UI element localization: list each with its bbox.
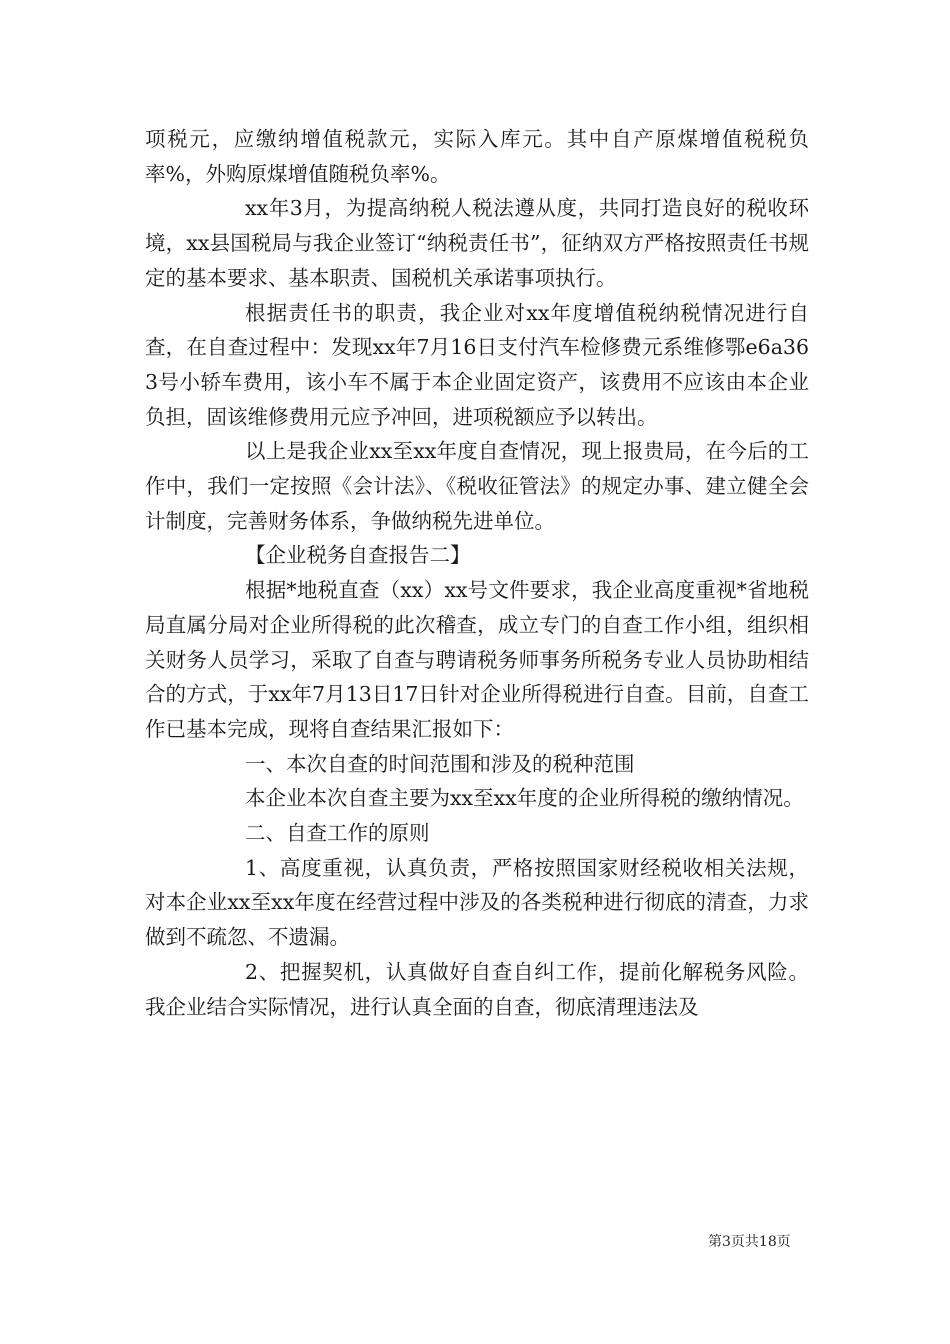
section-heading-principles: 二、自查工作的原则 (245, 821, 430, 846)
document-body (145, 122, 809, 1024)
paragraph-8: 本企业本次自查主要为xx至xx年度的企业所得税的缴纳情况。 (245, 786, 804, 811)
paragraph-4: 以上是我企业xx至xx年度自查情况，现上报贵局，在今后的工作中，我们一定按照《会计法》、《税收征管法》的规定办事、建立健全会计制度，完善财务体系，争做纳税先进单位。 (145, 439, 809, 533)
section-heading-report-two: 【企业税务自查报告二】 (245, 543, 471, 568)
paragraph-11: 2、把握契机，认真做好自查自纠工作，提前化解税务风险。我企业结合实际情况，进行认真全面的自查，彻底清理违法及 (145, 959, 809, 1019)
section-heading-scope: 一、本次自查的时间范围和涉及的税种范围 (245, 751, 635, 776)
paragraph-2: xx年3月，为提高纳税人税法遵从度，共同打造良好的税收环境，xx县国税局与我企业签订“纳税责任书”，征纳双方严格按照责任书规定的基本要求、基本职责、国税机关承诺事项执行。 (145, 196, 809, 290)
paragraph-10: 1、高度重视，认真负责，严格按照国家财经税收相关法规，对本企业xx至xx年度在经营过程中涉及的各类税种进行彻底的清查，力求做到不疏忽、不遗漏。 (145, 855, 809, 950)
page-number-footer: 第3页共18页 (708, 1234, 791, 1250)
paragraph-3: 根据责任书的职责，我企业对xx年度增值税纳税情况进行自查，在自查过程中：发现xx年7月16日支付汽车检修费元系维修鄂e6a363号小轿车费用，该小车不属于本企业固定资产，该费用不应该由本企业负担，固该维修费用元应予冲回，进项税额应予以转出。 (145, 300, 809, 429)
paragraph-1: 项税元，应缴纳增值税款元，实际入库元。其中自产原煤增值税税负率%，外购原煤增值随税负率%。 (145, 127, 809, 186)
paragraph-6: 根据*地税直查（xx）xx号文件要求，我企业高度重视*省地税局直属分局对企业所得税的此次稽查，成立专门的自查工作小组，组织相关财务人员学习，采取了自查与聘请税务师事务所税务专业人员协助相结合的方式，于xx年7月13日17日针对企业所得税进行自查。目前，自查工作已基本完成，现将自查结果汇报如下： (145, 578, 809, 741)
